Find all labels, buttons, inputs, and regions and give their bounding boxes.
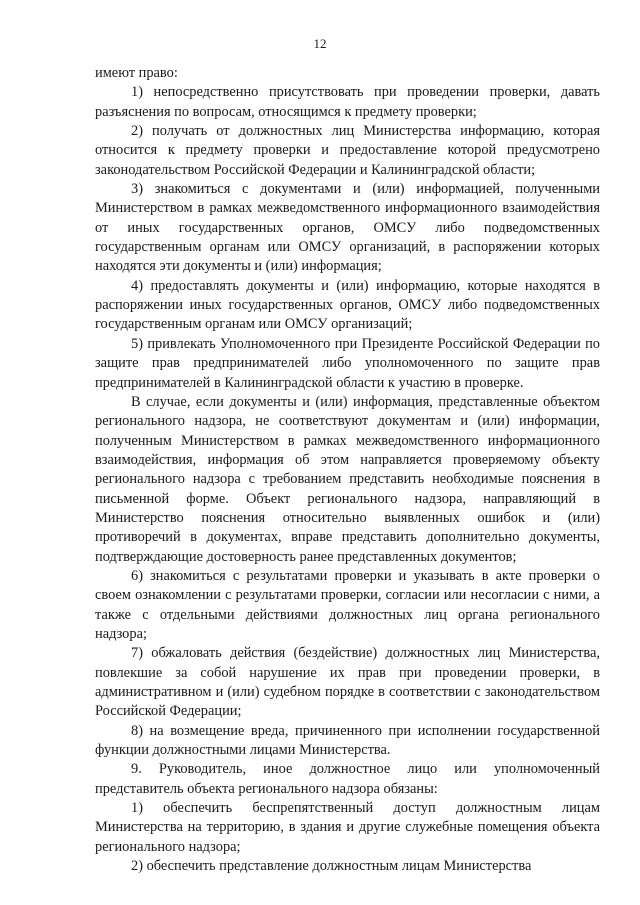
paragraph-right-1: 1) непосредственно присутствовать при проведении проверки, давать разъяснения по вопросам, относящимся к предмету проверки; xyxy=(95,84,600,120)
document-body xyxy=(95,64,600,876)
paragraph-intro: имеют право: xyxy=(95,65,178,81)
paragraph-right-6: 6) знакомиться с результатами проверки и указывать в акте проверки о своем ознакомлении с результатами проверки, согласии или несогласии с ними, а также с отдельными действиями должностных лиц органа регионального надзора; xyxy=(95,567,600,642)
paragraph-obligation-1: 1) обеспечить беспрепятственный доступ должностным лицам Министерства на территорию, в здания и другие служебные помещения объекта регионального надзора; xyxy=(95,800,600,855)
paragraph-right-2: 2) получать от должностных лиц Министерства информацию, которая относится к предмету проверки и предоставление которой предусмотрено законодательством Российской Федерации и Калининградской области; xyxy=(95,123,600,178)
paragraph-section-9: 9. Руководитель, иное должностное лицо или уполномоченный представитель объекта регионального надзора обязаны: xyxy=(95,761,600,797)
page-number: 12 xyxy=(313,36,327,51)
paragraph-documents-mismatch: В случае, если документы и (или) информация, представленные объектом регионального надзора, не соответствуют документам и (или) информации, полученным Министерством в рамках межведомственного информационного взаимодействия, информация об этом направляется проверяемому объекту регионального надзора с требованием представить необходимые пояснения в письменной форме. Объект регионального надзора, направляющий в Министерство пояснения относительно выявленных ошибок и (или) противоречий в документах, вправе представить дополнительно документы, подтверждающие достоверность ранее представленных документов; xyxy=(95,393,600,565)
paragraph-obligation-2: 2) обеспечить представление должностным лицам Министерства xyxy=(131,858,532,875)
paragraph-right-8: 8) на возмещение вреда, причиненного при исполнении государственной функции должностными лицами Министерства. xyxy=(95,722,600,759)
paragraph-right-3: 3) знакомиться с документами и (или) информацией, полученными Министерством в рамках межведомственного информационного взаимодействия от иных государственных органов, ОМСУ либо подведомственных государственным органам или ОМСУ организаций, в распоряжении которых находятся эти документы и (или) информация; xyxy=(95,181,600,275)
paragraph-right-4: 4) предоставлять документы и (или) информацию, которые находятся в распоряжении иных государственных органов, ОМСУ либо подведомственных государственным органам или ОМСУ организаций; xyxy=(95,277,600,333)
paragraph-right-5: 5) привлекать Уполномоченного при Президенте Российской Федерации по защите прав предпринимателей либо уполномоченного по защите прав предпринимателей в Калининградской области к участию в проверке. xyxy=(95,335,600,391)
paragraph-right-7: 7) обжаловать действия (бездействие) должностных лиц Министерства, повлекшие за собой нарушение их прав при проведении проверки, в административном и (или) судебном порядке в соответствии с законодательством Российской Федерации; xyxy=(95,645,600,720)
